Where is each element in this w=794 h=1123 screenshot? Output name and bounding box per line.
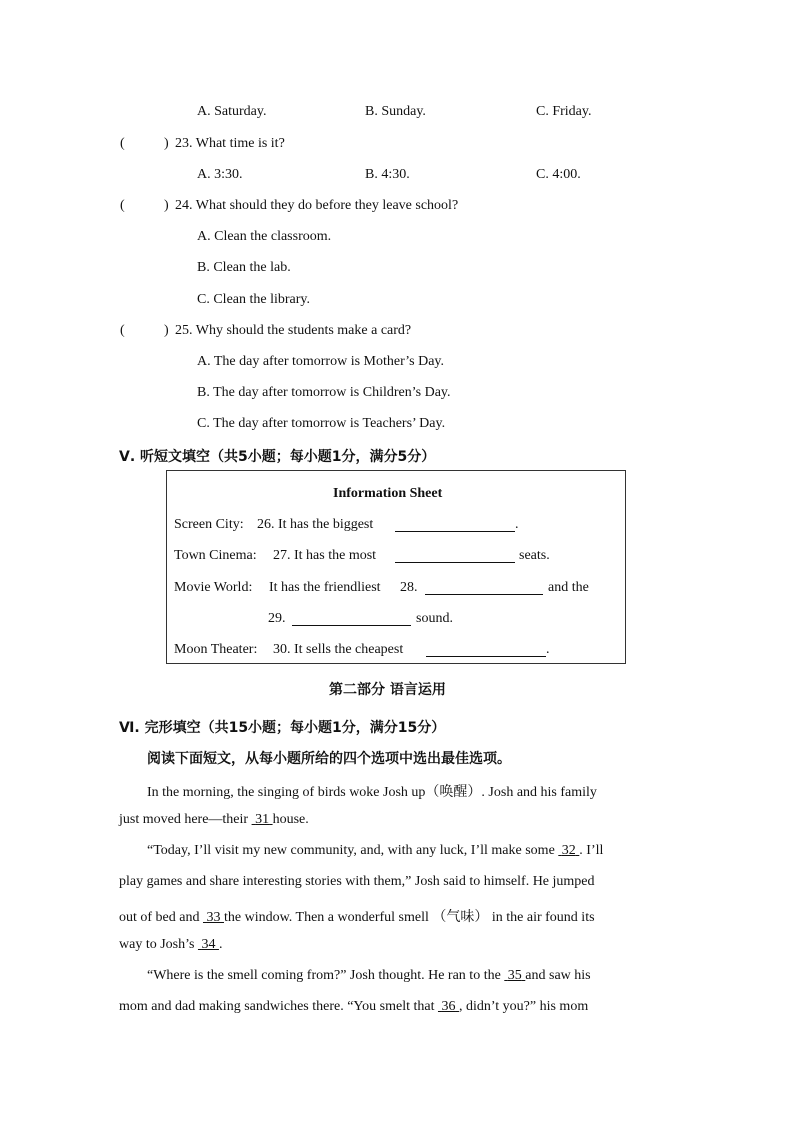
blank-33[interactable]: 33 — [206, 910, 221, 925]
section-6-instruction: 阅读下面短文，从每小题所给的四个选项中选出最佳选项。 — [147, 751, 511, 767]
answer-blank-29[interactable] — [292, 612, 411, 626]
passage-text: . — [218, 937, 223, 952]
passage-text: , didn’t you?” his mom — [458, 999, 589, 1014]
blank-31[interactable]: 31 — [255, 812, 270, 827]
line-end: and the — [548, 580, 589, 595]
option-c: C. Clean the library. — [197, 292, 311, 307]
clue-text: 26. It has the biggest — [257, 517, 374, 532]
cinema-label: Moon Theater: — [174, 642, 258, 657]
answer-paren-open: ( — [120, 136, 125, 151]
passage-text: the window. Then a wonderful smell （气味） in the air found its — [223, 910, 595, 925]
blank-35[interactable]: 35 — [507, 968, 522, 983]
answer-paren-open: ( — [120, 323, 125, 338]
answer-paren-close: ) — [164, 198, 169, 213]
q22-option-a: A. Saturday. — [197, 104, 267, 119]
blank-34[interactable]: 34 — [201, 937, 216, 952]
passage-text: just moved here—their — [119, 812, 249, 827]
passage-line — [119, 999, 588, 1015]
passage-text: house. — [272, 812, 309, 827]
answer-paren-close: ) — [164, 323, 169, 338]
passage-text: out of bed and — [119, 910, 200, 925]
answer-blank-28[interactable] — [425, 581, 543, 595]
section-5-heading: Ⅴ. 听短文填空（共5小题；每小题1分，满分5分） — [119, 449, 436, 465]
line-end: seats. — [519, 548, 550, 563]
blank-number: 29. — [268, 611, 286, 626]
passage-line: play games and share interesting stories with them,” Josh said to himself. He jumped — [119, 874, 595, 889]
answer-blank-30[interactable] — [426, 643, 546, 657]
option-b: B. Clean the lab. — [197, 260, 291, 275]
q22-option-b: B. Sunday. — [365, 104, 426, 119]
cinema-label: Town Cinema: — [174, 548, 257, 563]
passage-line — [119, 937, 222, 953]
info-sheet-title: Information Sheet — [333, 486, 443, 501]
answer-paren-close: ) — [164, 136, 169, 151]
clue-text: 27. It has the most — [273, 548, 377, 563]
question-text: 23. What time is it? — [175, 136, 285, 151]
passage-text: “Where is the smell coming from?” Josh thought. He ran to the — [147, 968, 501, 983]
answer-paren-open: ( — [120, 198, 125, 213]
question-text: 24. What should they do before they leave school? — [175, 198, 459, 213]
passage-text: way to Josh’s — [119, 937, 195, 952]
passage-line — [147, 968, 591, 984]
blank-36[interactable]: 36 — [441, 999, 456, 1014]
question-text: 25. Why should the students make a card? — [175, 323, 412, 338]
information-sheet-box — [166, 470, 626, 664]
part-2-heading: 第二部分 语言运用 — [329, 682, 446, 698]
answer-blank-26[interactable] — [395, 518, 515, 532]
passage-text: . I’ll — [579, 843, 604, 858]
line-end: . — [515, 517, 519, 532]
q22-option-c: C. Friday. — [536, 104, 592, 119]
passage-line — [147, 843, 603, 859]
clue-text: It has the friendliest — [269, 580, 381, 595]
line-end: . — [546, 642, 550, 657]
line-end: sound. — [416, 611, 453, 626]
option-c: C. 4:00. — [536, 167, 581, 182]
option-c: C. The day after tomorrow is Teachers’ Day. — [197, 416, 446, 431]
cinema-label: Movie World: — [174, 580, 253, 595]
passage-text: mom and dad making sandwiches there. “You smelt that — [119, 999, 435, 1014]
answer-blank-27[interactable] — [395, 549, 515, 563]
passage-line — [119, 906, 595, 926]
option-a: A. The day after tomorrow is Mother’s Day. — [197, 354, 445, 369]
clue-text: 30. It sells the cheapest — [273, 642, 404, 657]
blank-number: 28. — [400, 580, 418, 595]
option-b: B. 4:30. — [365, 167, 410, 182]
section-6-heading: Ⅵ. 完形填空（共15小题；每小题1分，满分15分） — [119, 720, 446, 736]
option-a: A. 3:30. — [197, 167, 243, 182]
option-a: A. Clean the classroom. — [197, 229, 332, 244]
passage-line — [119, 812, 309, 828]
passage-line: In the morning, the singing of birds woke Josh up（唤醒）. Josh and his family — [147, 785, 597, 800]
cinema-label: Screen City: — [174, 517, 244, 532]
option-b: B. The day after tomorrow is Children’s Day. — [197, 385, 451, 400]
passage-text: and saw his — [525, 968, 591, 983]
passage-text: “Today, I’ll visit my new community, and, with any luck, I’ll make some — [147, 843, 555, 858]
blank-32[interactable]: 32 — [561, 843, 576, 858]
